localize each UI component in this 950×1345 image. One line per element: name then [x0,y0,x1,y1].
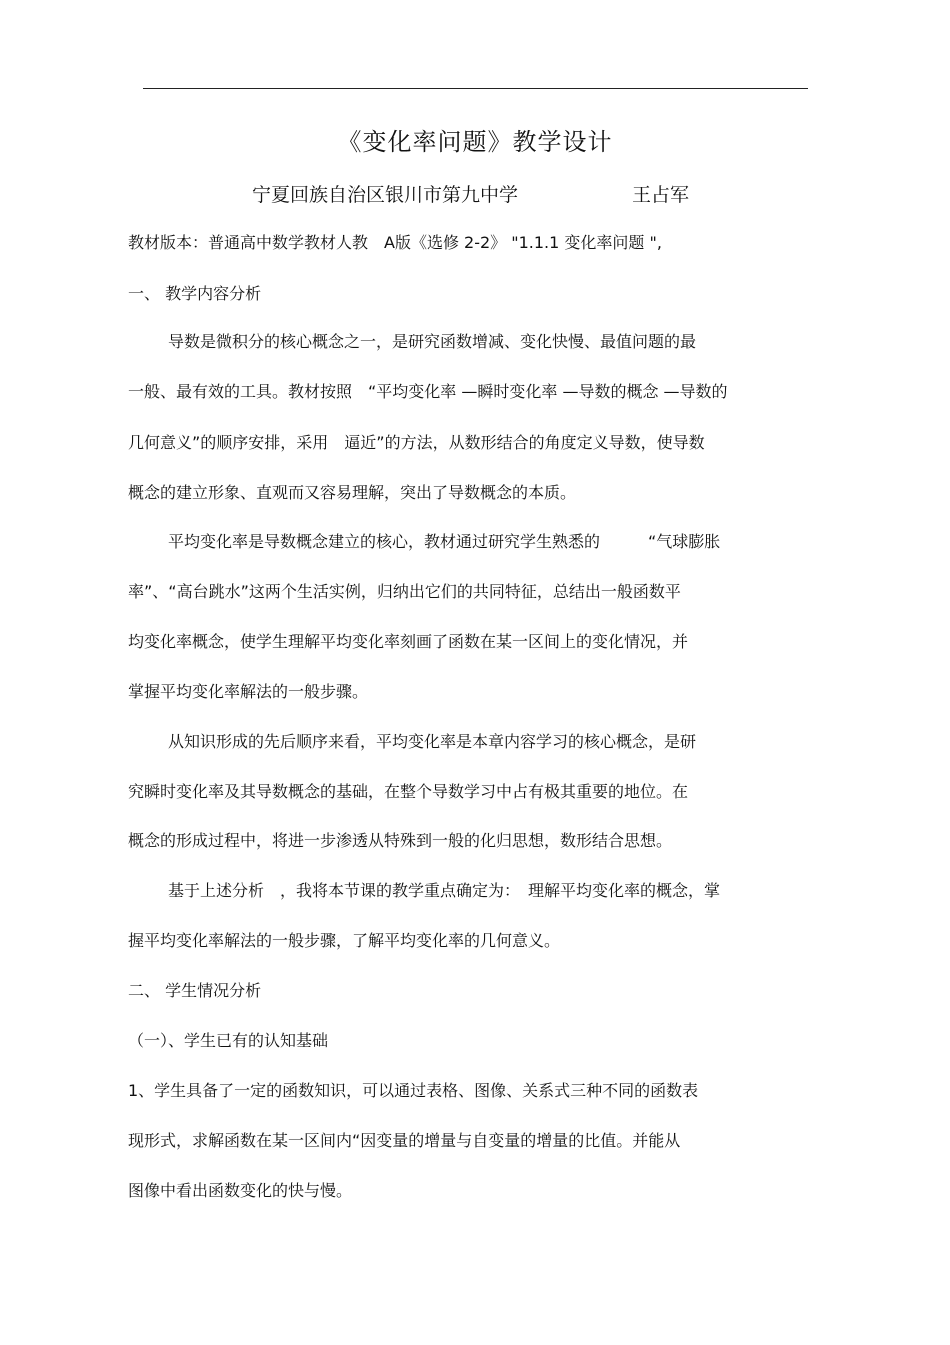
paragraph-line: 一般、最有效的工具。教材按照 “平均变化率 —瞬时变化率 —导数的概念 —导数的 [128,382,728,401]
document-title: 《变化率问题》教学设计 [337,128,613,156]
paragraph-line: 从知识形成的先后顺序来看，平均变化率是本章内容学习的核心概念，是研 [168,732,697,751]
paragraph-line: 率”、“高台跳水”这两个生活实例，归纳出它们的共同特征，总结出一般函数平 [128,582,681,601]
paragraph-line: 握平均变化率解法的一般步骤，了解平均变化率的几何意义。 [128,931,561,950]
paragraph-line: 概念的建立形象、直观而又容易理解，突出了导数概念的本质。 [128,483,577,502]
author-school: 宁夏回族自治区银川市第九中学 [252,184,519,206]
subsection-heading: （一）、学生已有的认知基础 [128,1031,329,1050]
section-heading-student-analysis: 二、 学生情况分析 [128,981,262,1000]
paragraph-line: 究瞬时变化率及其导数概念的基础，在整个导数学习中占有极其重要的地位。在 [128,782,689,801]
section-heading-content-analysis: 一、 教学内容分析 [128,284,262,303]
paragraph-line: 几何意义”的顺序安排，采用 逼近”的方法，从数形结合的角度定义导数，使导数 [128,433,705,452]
paragraph-line: 概念的形成过程中，将进一步渗透从特殊到一般的化归思想，数形结合思想。 [128,831,673,850]
paragraph-line: 基于上述分析 ，我将本节课的教学重点确定为： 理解平均变化率的概念，掌 [168,881,721,900]
list-item-line: 1、学生具备了一定的函数知识，可以通过表格、图像、关系式三种不同的函数表 [128,1081,699,1100]
paragraph-line: 平均变化率是导数概念建立的核心，教材通过研究学生熟悉的 “气球膨胀 [168,532,721,551]
author-name: 王占军 [632,184,690,206]
list-item-line: 现形式，求解函数在某一区间内“因变量的增量与自变量的增量的比值。并能从 [128,1131,681,1150]
paragraph-line: 掌握平均变化率解法的一般步骤。 [128,682,369,701]
paragraph-line: 导数是微积分的核心概念之一，是研究函数增减、变化快慢、最值问题的最 [168,332,697,351]
textbook-version: 教材版本：普通高中数学教材人教 A版《选修 2-2》 "1.1.1 变化率问题 ", [128,233,662,252]
header-rule [143,88,808,89]
list-item-line: 图像中看出函数变化的快与慢。 [128,1181,353,1200]
paragraph-line: 均变化率概念，使学生理解平均变化率刻画了函数在某一区间上的变化情况，并 [128,632,689,651]
